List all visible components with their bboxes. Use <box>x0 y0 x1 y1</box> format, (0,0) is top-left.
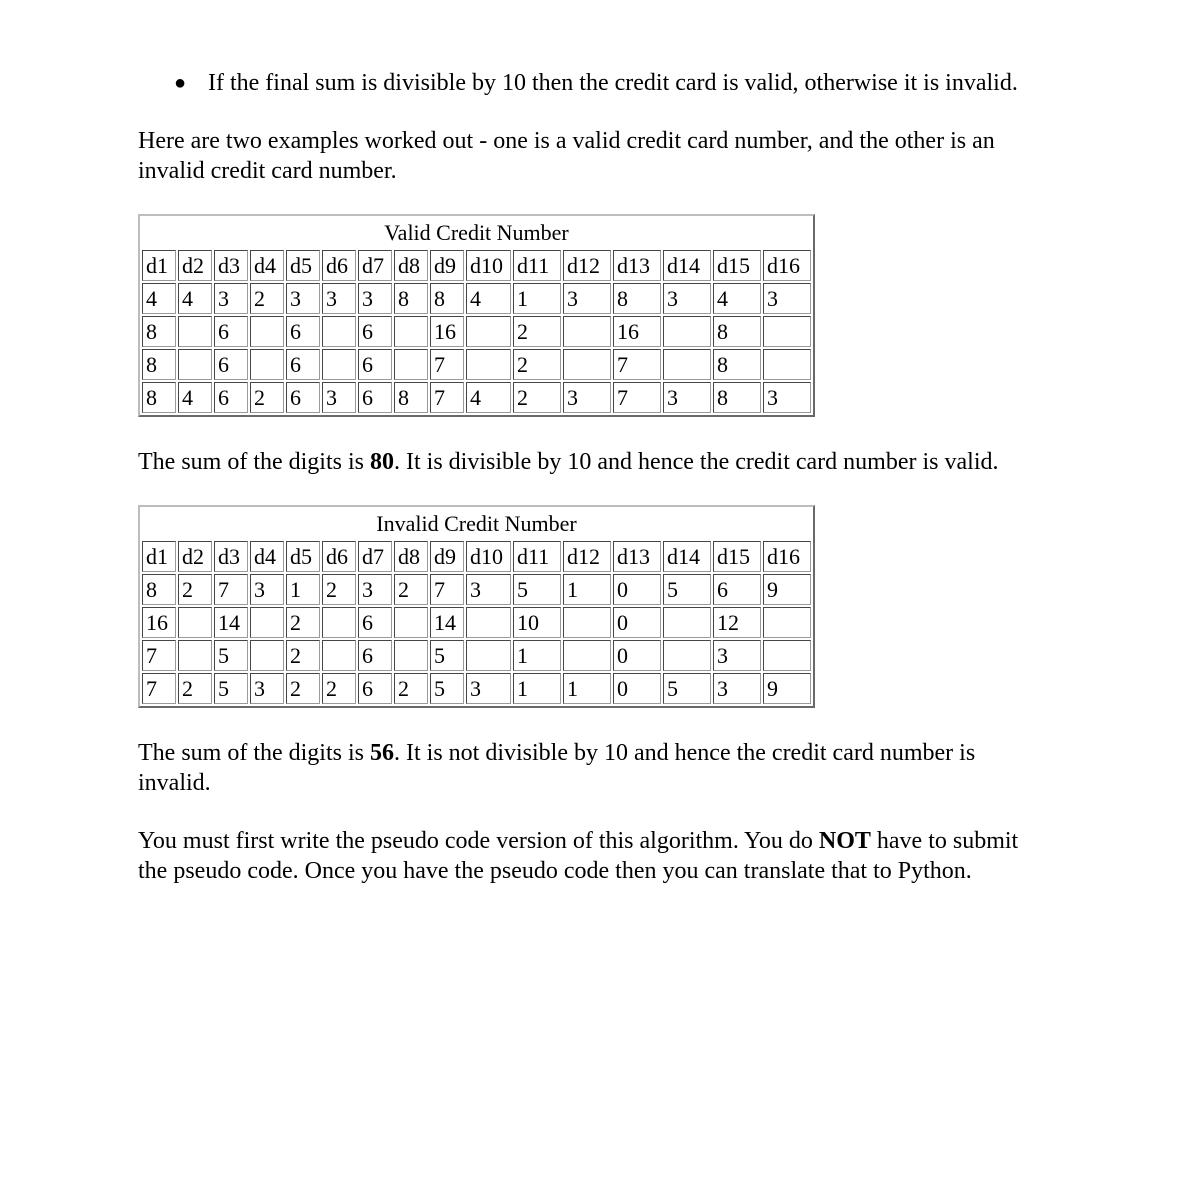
invalid-sum-before: The sum of the digits is <box>138 740 370 766</box>
header-cell: d7 <box>358 541 392 572</box>
table-cell: 6 <box>286 316 320 347</box>
table-cell: 2 <box>513 349 561 380</box>
table-cell: 8 <box>394 382 428 413</box>
table-cell <box>322 607 356 638</box>
header-cell: d3 <box>214 541 248 572</box>
table-cell: 5 <box>430 640 464 671</box>
table-cell: 8 <box>142 316 176 347</box>
table-cell: 16 <box>430 316 464 347</box>
table-cell: 4 <box>466 283 511 314</box>
table-cell: 3 <box>713 673 761 704</box>
table-cell <box>466 640 511 671</box>
table-cell <box>394 316 428 347</box>
table-cell: 3 <box>466 574 511 605</box>
table-cell: 5 <box>513 574 561 605</box>
invalid-credit-table <box>138 505 815 708</box>
table-cell <box>394 607 428 638</box>
table-cell: 8 <box>613 283 661 314</box>
table-cell <box>250 316 284 347</box>
table-cell <box>250 349 284 380</box>
header-cell: d16 <box>763 541 811 572</box>
table-cell: 5 <box>663 574 711 605</box>
table-cell: 2 <box>178 673 212 704</box>
table-cell: 2 <box>513 316 561 347</box>
table-cell: 3 <box>250 574 284 605</box>
table-cell: 8 <box>394 283 428 314</box>
valid-sum-after: . It is divisible by 10 and hence the credit card number is valid. <box>393 449 999 475</box>
table-cell <box>466 349 511 380</box>
invalid-sum-after: . It is not divisible by 10 and hence the credit card number is invalid. <box>138 740 976 796</box>
table-cell: 1 <box>513 673 561 704</box>
header-cell: d8 <box>394 250 428 281</box>
table-cell: 12 <box>713 607 761 638</box>
table-cell <box>763 349 811 380</box>
valid-table-caption: Valid Credit Number <box>384 220 569 245</box>
header-cell: d12 <box>563 250 611 281</box>
table-row <box>142 673 811 704</box>
table-cell: 2 <box>322 574 356 605</box>
table-cell: 3 <box>250 673 284 704</box>
table-cell: 7 <box>430 382 464 413</box>
table-cell: 2 <box>250 382 284 413</box>
table-cell <box>178 640 212 671</box>
table-cell <box>563 607 611 638</box>
table-cell <box>394 640 428 671</box>
table-cell: 5 <box>430 673 464 704</box>
table-cell: 2 <box>178 574 212 605</box>
table-cell: 2 <box>513 382 561 413</box>
header-cell: d3 <box>214 250 248 281</box>
header-cell: d4 <box>250 541 284 572</box>
table-cell <box>466 316 511 347</box>
table-cell <box>466 607 511 638</box>
table-cell: 3 <box>322 382 356 413</box>
bullet-item <box>174 68 1048 98</box>
table-cell: 8 <box>713 349 761 380</box>
table-cell: 6 <box>214 382 248 413</box>
valid-table-header-row <box>142 250 811 281</box>
header-cell: d1 <box>142 250 176 281</box>
table-cell: 0 <box>613 607 661 638</box>
header-cell: d13 <box>613 541 661 572</box>
table-cell: 9 <box>763 673 811 704</box>
valid-sum-paragraph <box>138 447 1048 477</box>
table-cell: 14 <box>214 607 248 638</box>
valid-table-body <box>142 283 811 413</box>
table-cell: 3 <box>286 283 320 314</box>
header-cell: d5 <box>286 250 320 281</box>
table-cell: 6 <box>286 382 320 413</box>
invalid-sum-value: 56 <box>369 740 394 766</box>
table-cell: 6 <box>286 349 320 380</box>
table-cell: 2 <box>286 607 320 638</box>
table-cell: 0 <box>613 574 661 605</box>
document-page <box>138 68 1048 914</box>
table-cell: 8 <box>430 283 464 314</box>
table-cell: 10 <box>513 607 561 638</box>
table-cell: 6 <box>358 349 392 380</box>
table-cell <box>563 640 611 671</box>
closing-after: have to submit the pseudo code. Once you have the pseudo code then you can translate that to Python. <box>138 828 1019 884</box>
table-cell <box>563 349 611 380</box>
table-cell: 5 <box>214 640 248 671</box>
table-cell: 1 <box>563 574 611 605</box>
valid-credit-table <box>138 214 815 417</box>
table-row <box>142 574 811 605</box>
table-cell <box>250 607 284 638</box>
table-cell: 6 <box>214 316 248 347</box>
header-cell: d8 <box>394 541 428 572</box>
table-cell: 3 <box>563 382 611 413</box>
table-cell: 8 <box>142 349 176 380</box>
table-cell: 7 <box>430 349 464 380</box>
table-cell: 7 <box>430 574 464 605</box>
table-cell: 3 <box>466 673 511 704</box>
table-cell: 4 <box>713 283 761 314</box>
table-cell <box>763 607 811 638</box>
table-cell <box>663 640 711 671</box>
header-cell: d11 <box>513 250 561 281</box>
table-cell: 4 <box>466 382 511 413</box>
table-cell <box>250 640 284 671</box>
table-cell <box>394 349 428 380</box>
invalid-table-header-row <box>142 541 811 572</box>
table-cell <box>178 607 212 638</box>
table-cell: 3 <box>763 283 811 314</box>
table-cell <box>663 349 711 380</box>
header-cell: d1 <box>142 541 176 572</box>
table-cell <box>663 607 711 638</box>
header-cell: d4 <box>250 250 284 281</box>
table-cell: 1 <box>563 673 611 704</box>
table-cell: 3 <box>214 283 248 314</box>
closing-before: You must first write the pseudo code version of this algorithm. You do <box>138 828 819 854</box>
header-cell: d16 <box>763 250 811 281</box>
header-cell: d9 <box>430 541 464 572</box>
header-cell: d15 <box>713 541 761 572</box>
table-cell: 3 <box>663 283 711 314</box>
table-cell: 7 <box>613 382 661 413</box>
table-row <box>142 316 811 347</box>
table-cell <box>178 349 212 380</box>
table-cell: 4 <box>178 382 212 413</box>
table-cell: 2 <box>394 574 428 605</box>
header-cell: d2 <box>178 541 212 572</box>
table-cell: 0 <box>613 673 661 704</box>
table-cell: 8 <box>142 574 176 605</box>
table-cell: 6 <box>214 349 248 380</box>
bullet-text: If the final sum is divisible by 10 then the credit card is valid, otherwise it is invalid. <box>208 70 1018 96</box>
table-cell <box>178 316 212 347</box>
table-cell <box>563 316 611 347</box>
header-cell: d10 <box>466 541 511 572</box>
table-cell: 7 <box>214 574 248 605</box>
header-cell: d9 <box>430 250 464 281</box>
table-cell: 3 <box>663 382 711 413</box>
table-cell: 0 <box>613 640 661 671</box>
header-cell: d7 <box>358 250 392 281</box>
table-cell: 5 <box>214 673 248 704</box>
header-cell: d11 <box>513 541 561 572</box>
table-cell <box>763 316 811 347</box>
header-cell: d14 <box>663 250 711 281</box>
invalid-table-body <box>142 574 811 704</box>
header-cell: d14 <box>663 541 711 572</box>
table-row <box>142 382 811 413</box>
header-cell: d13 <box>613 250 661 281</box>
table-cell: 2 <box>286 673 320 704</box>
header-cell: d10 <box>466 250 511 281</box>
table-cell: 7 <box>142 640 176 671</box>
table-cell: 8 <box>142 382 176 413</box>
table-cell: 4 <box>178 283 212 314</box>
table-cell: 7 <box>142 673 176 704</box>
table-cell: 6 <box>358 673 392 704</box>
table-cell: 2 <box>250 283 284 314</box>
table-row <box>142 349 811 380</box>
table-cell: 1 <box>286 574 320 605</box>
table-cell: 1 <box>513 640 561 671</box>
table-row <box>142 607 811 638</box>
table-row <box>142 640 811 671</box>
table-cell: 8 <box>713 382 761 413</box>
table-cell: 2 <box>394 673 428 704</box>
header-cell: d12 <box>563 541 611 572</box>
bullet-dot-icon: ● <box>174 72 187 94</box>
header-cell: d5 <box>286 541 320 572</box>
valid-sum-before: The sum of the digits is <box>138 449 370 475</box>
table-cell: 6 <box>358 607 392 638</box>
header-cell: d6 <box>322 250 356 281</box>
table-row <box>142 283 811 314</box>
table-cell: 3 <box>322 283 356 314</box>
valid-sum-value: 80 <box>369 449 394 475</box>
table-cell: 3 <box>763 382 811 413</box>
table-cell <box>322 349 356 380</box>
table-cell: 6 <box>358 382 392 413</box>
table-cell: 3 <box>563 283 611 314</box>
table-cell: 1 <box>513 283 561 314</box>
header-cell: d15 <box>713 250 761 281</box>
table-cell: 14 <box>430 607 464 638</box>
intro-paragraph: Here are two examples worked out - one is a valid credit card number, and the other is an invalid credit card number. <box>138 128 995 184</box>
table-cell: 2 <box>322 673 356 704</box>
table-cell: 6 <box>713 574 761 605</box>
table-cell: 3 <box>358 283 392 314</box>
table-cell: 3 <box>713 640 761 671</box>
table-cell: 8 <box>713 316 761 347</box>
table-cell: 6 <box>358 316 392 347</box>
invalid-sum-paragraph <box>138 738 1048 798</box>
table-cell <box>763 640 811 671</box>
table-cell: 3 <box>358 574 392 605</box>
table-cell: 6 <box>358 640 392 671</box>
invalid-table-caption: Invalid Credit Number <box>376 511 577 536</box>
closing-emphasis: NOT <box>818 828 871 854</box>
table-cell <box>322 640 356 671</box>
table-cell: 9 <box>763 574 811 605</box>
closing-paragraph <box>138 826 1048 886</box>
header-cell: d6 <box>322 541 356 572</box>
table-cell: 5 <box>663 673 711 704</box>
table-cell <box>663 316 711 347</box>
table-cell: 16 <box>613 316 661 347</box>
table-cell <box>322 316 356 347</box>
table-cell: 16 <box>142 607 176 638</box>
table-cell: 2 <box>286 640 320 671</box>
header-cell: d2 <box>178 250 212 281</box>
table-cell: 4 <box>142 283 176 314</box>
table-cell: 7 <box>613 349 661 380</box>
